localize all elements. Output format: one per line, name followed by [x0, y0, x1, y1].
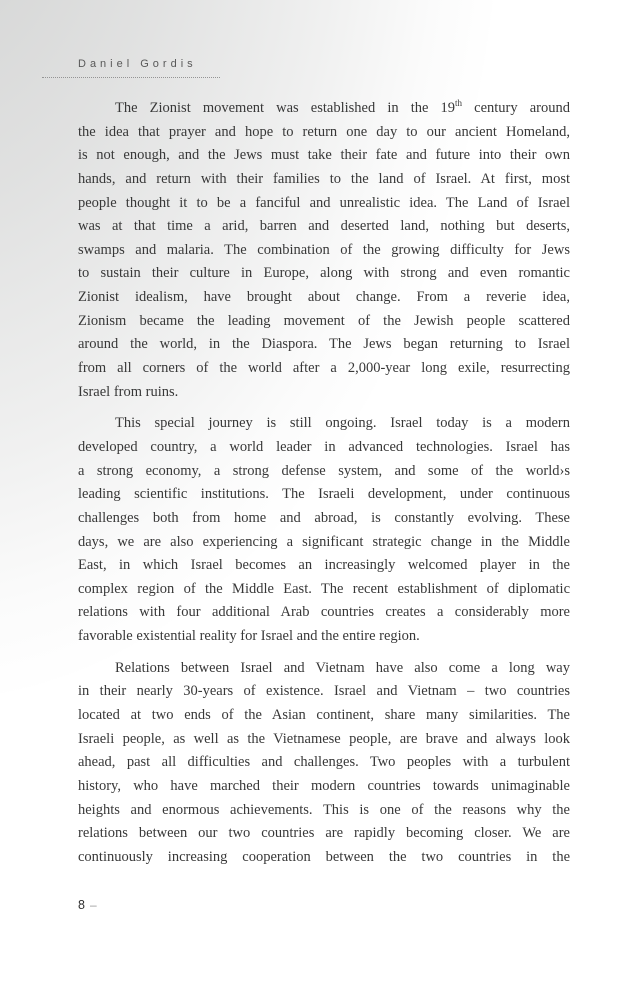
- text-line: heights and enormous achievements. This is one of the reasons why the: [78, 801, 570, 818]
- text-line: developed country, a world leader in advanced technologies. Israel has: [78, 438, 570, 455]
- text-line: a strong economy, a strong defense system, and some of the world›s: [78, 462, 570, 479]
- text-block: [78, 97, 570, 870]
- paragraph: [78, 97, 570, 404]
- text-line: swamps and malaria. The combination of the growing difficulty for Jews: [78, 241, 570, 258]
- text-line: was at that time a arid, barren and deserted land, nothing but deserts,: [78, 218, 570, 235]
- ordinal-superscript: th: [455, 98, 463, 108]
- text-line: Israel from ruins.: [78, 383, 179, 400]
- paragraph: [78, 412, 570, 648]
- text-line: history, who have marched their modern countries towards unimaginable: [78, 777, 570, 794]
- text-line: to sustain their culture in Europe, along with strong and even romantic: [78, 265, 570, 282]
- text-line: This special journey is still ongoing. Israel today is a modern: [115, 415, 570, 432]
- page-number-value: 8: [78, 898, 86, 912]
- text-line: ahead, past all difficulties and challenges. Two peoples with a turbulent: [78, 754, 570, 771]
- text-line: hands, and return with their families to the land of Israel. At first, most: [78, 170, 570, 187]
- text-line: relations with four additional Arab countries creates a considerably more: [78, 604, 570, 621]
- text-line: leading scientific institutions. The Israeli development, under continuous: [78, 486, 570, 503]
- text-line: favorable existential reality for Israel and the entire region.: [78, 628, 420, 645]
- text-line: Israeli people, as well as the Vietnamese people, are brave and always look: [78, 730, 570, 747]
- text-line: [78, 97, 570, 121]
- text-line: East, in which Israel becomes an increasingly welcomed player in the: [78, 557, 570, 574]
- paragraph: [78, 657, 570, 870]
- text-line: from all corners of the world after a 2,000-year long exile, resurrecting: [78, 360, 570, 377]
- text-line: located at two ends of the Asian continent, share many similarities. The: [78, 707, 570, 724]
- text-line: in their nearly 30-years of existence. Israel and Vietnam – two countries: [78, 683, 570, 700]
- text-line: days, we are also experiencing a significant strategic change in the Middle: [78, 533, 570, 550]
- text-line: Relations between Israel and Vietnam have also come a long way: [115, 659, 570, 676]
- text-line: continuously increasing cooperation between the two countries in the: [78, 848, 570, 865]
- text-line: people thought it to be a fanciful and unrealistic idea. The Land of Israel: [78, 194, 570, 211]
- author-header: Daniel Gordis: [78, 58, 197, 70]
- page-number-dash: –: [89, 898, 98, 912]
- text-line: around the world, in the Diaspora. The Jews began returning to Israel: [78, 336, 570, 353]
- page-number: [78, 898, 98, 912]
- text-line: is not enough, and the Jews must take their fate and future into their own: [78, 147, 570, 164]
- header-dotted-rule: [42, 69, 220, 78]
- text-segment: century around: [462, 100, 570, 116]
- text-line: relations between our two countries are rapidly becoming closer. We are: [78, 825, 570, 842]
- text-line: challenges both from home and abroad, is constantly evolving. These: [78, 509, 570, 526]
- text-line: complex region of the Middle East. The recent establishment of diplomatic: [78, 580, 570, 597]
- text-line: the idea that prayer and hope to return one day to our ancient Homeland,: [78, 123, 570, 140]
- text-segment: The Zionist movement was established in the 19: [115, 100, 456, 116]
- text-line: Zionism became the leading movement of the Jewish people scattered: [78, 312, 570, 329]
- text-line: Zionist idealism, have brought about change. From a reverie idea,: [78, 289, 570, 306]
